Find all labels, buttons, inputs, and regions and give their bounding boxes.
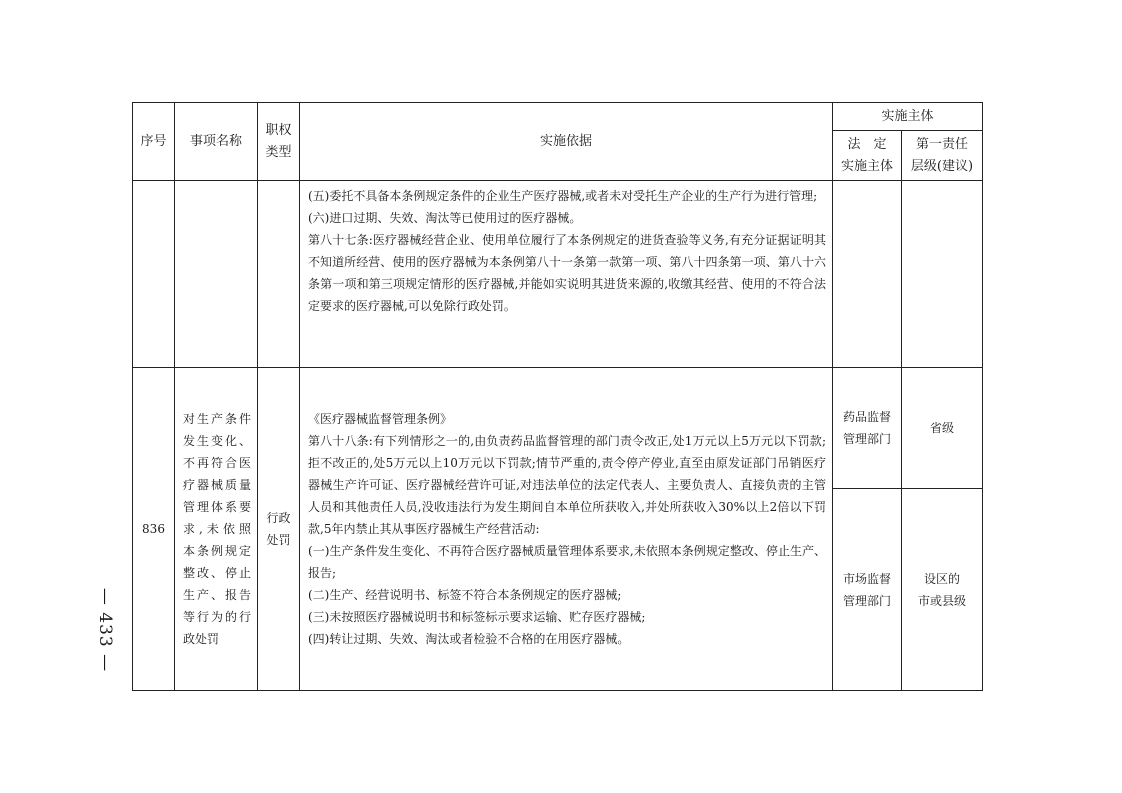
cell-legal-empty — [833, 181, 902, 368]
cell-basis-836 — [300, 368, 833, 691]
cell-type-836 — [258, 368, 300, 691]
header-responsibility-text: 第一责任 层级(建议) — [910, 136, 974, 174]
cell-level-2 — [902, 489, 983, 691]
header-subject: 实施主体 — [833, 103, 983, 131]
name-line: 等行为的行 — [183, 610, 251, 624]
cell-basis-continued — [300, 181, 833, 368]
cell-name-836 — [175, 368, 258, 691]
legal-subject-2-text: 市场监督 管理部门 — [842, 571, 891, 608]
basis-line: (二)生产、经营说明书、标签不符合本条例规定的医疗器械; — [308, 588, 622, 602]
header-legal-subject-text: 法 定 实施主体 — [840, 136, 893, 174]
header-legal-subject — [833, 131, 902, 181]
name-line: 生产、报告 — [183, 588, 251, 602]
basis-line: (四)转让过期、失效、淘汰或者检验不合格的在用医疗器械。 — [308, 632, 630, 646]
name-line: 管理体系要 — [183, 500, 251, 514]
name-line: 不再符合医 — [183, 456, 251, 470]
name-line: 本条例规定 — [183, 544, 251, 558]
header-responsibility — [902, 131, 983, 181]
table-row-continued — [133, 181, 983, 368]
cell-type-empty — [258, 181, 300, 368]
name-line: 疗器械质量 — [183, 478, 251, 492]
header-basis: 实施依据 — [300, 103, 833, 181]
name-line: 发生变化、 — [183, 434, 251, 448]
name-line: 整改、停止 — [183, 566, 251, 580]
cell-legal-subject-1 — [833, 368, 902, 489]
basis-line: (五)委托不具备本条例规定条件的企业生产医疗器械,或者未对受托生产企业的生产行为进行管理; — [308, 189, 818, 203]
cell-name-empty — [175, 181, 258, 368]
header-type-text: 职权类型 — [265, 122, 292, 160]
type-line: 处罚 — [266, 533, 291, 547]
implementation-table — [132, 102, 983, 691]
level-1-text: 省级 — [930, 421, 955, 435]
basis-line: (三)未按照医疗器械说明书和标签标示要求运输、贮存医疗器械; — [308, 610, 646, 624]
cell-level-1 — [902, 368, 983, 489]
table-row-836 — [133, 368, 983, 489]
type-line: 行政 — [266, 511, 291, 525]
cell-seq-836: 836 — [133, 368, 175, 691]
name-line: 对生产条件 — [183, 412, 251, 426]
legal-subject-1-text: 药品监督 管理部门 — [842, 410, 891, 446]
header-name: 事项名称 — [175, 103, 258, 181]
header-type — [258, 103, 300, 181]
basis-line: 第八十七条:医疗器械经营企业、使用单位履行了本条例规定的进货查验等义务,有充分证据证明其不知道所经营、使用的医疗器械为本条例第八十一条第一款第一项、第八十四条第一项、第八十六条第一项和第三项规定情形的医疗器械,并能如实说明其进货来源的,收缴其经营、使用的不符合法定要求的医疗器械,可以免除行政处罚。 — [308, 233, 826, 313]
header-seq: 序号 — [133, 103, 175, 181]
basis-line: 《医疗器械监督管理条例》 — [308, 412, 453, 426]
basis-line: 第八十八条:有下列情形之一的,由负责药品监督管理的部门责令改正,处1万元以上5万元以下罚款;拒不改正的,处5万元以上10万元以下罚款;情节严重的,责令停产停业,直至由原发证部门吊销医疗器械生产许可证、医疗器械经营许可证,对违法单位的法定代表人、主要负责人、直接负责的主管人员和其他责任人员,没收违法行为发生期间自本单位所获收入,并处所获收入30%以上2倍以下罚款,5年内禁止其从事医疗器械生产经营活动: — [308, 434, 826, 536]
level-2-text: 设区的 市或县级 — [918, 571, 967, 608]
page-number: — 433 — — [95, 587, 116, 673]
cell-legal-subject-2 — [833, 489, 902, 691]
cell-level-empty — [902, 181, 983, 368]
name-line: 求,未依照 — [183, 522, 251, 536]
basis-line: (一)生产条件发生变化、不再符合医疗器械质量管理体系要求,未依照本条例规定整改、停止生产、报告; — [308, 544, 826, 580]
name-line: 政处罚 — [183, 632, 220, 646]
basis-line: (六)进口过期、失效、淘汰等已使用过的医疗器械。 — [308, 211, 582, 225]
cell-seq-empty — [133, 181, 175, 368]
